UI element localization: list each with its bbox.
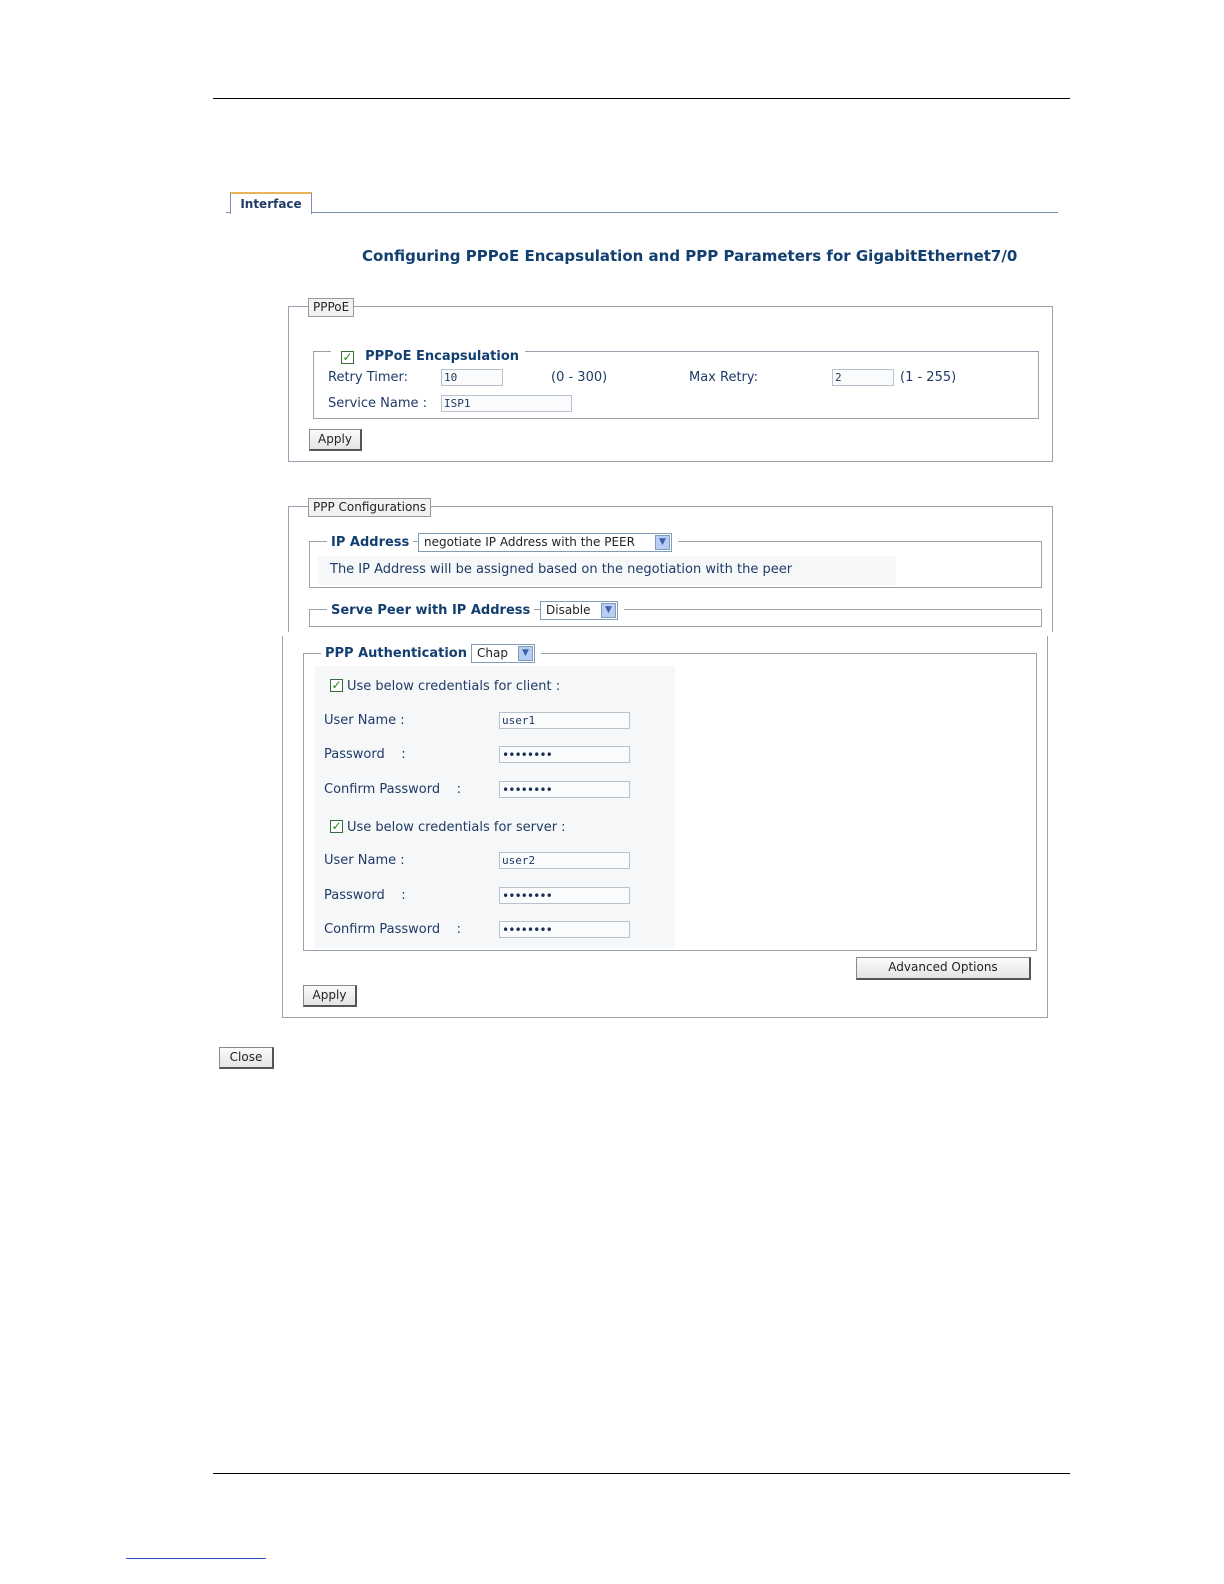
serve-peer-select[interactable] bbox=[540, 601, 618, 620]
ip-address-select-value: negotiate IP Address with the PEER bbox=[424, 535, 635, 549]
ip-address-label: IP Address bbox=[327, 535, 413, 550]
server-username-label: User Name : bbox=[324, 853, 405, 868]
pppoe-encapsulation-checkbox[interactable]: ✓ bbox=[342, 350, 353, 364]
advanced-options-button[interactable]: Advanced Options bbox=[856, 957, 1031, 980]
ip-address-description: The IP Address will be assigned based on the negotiation with the peer bbox=[330, 562, 793, 577]
tab-strip-line bbox=[312, 212, 1058, 213]
serve-peer-select-gap bbox=[618, 603, 624, 617]
footnote-rule bbox=[126, 1558, 266, 1559]
retry-timer-range: (0 - 300) bbox=[551, 370, 608, 385]
pppoe-encapsulation-legend bbox=[331, 345, 525, 363]
server-credentials-checkbox[interactable]: ✓ bbox=[331, 819, 342, 833]
chevron-down-icon: ▼ bbox=[655, 535, 670, 550]
close-button[interactable]: Close bbox=[219, 1047, 274, 1069]
tab-interface[interactable]: Interface bbox=[230, 192, 312, 214]
page-title: Configuring PPPoE Encapsulation and PPP Parameters for GigabitEthernet7/0 bbox=[362, 247, 1018, 265]
ppp-configurations-legend: PPP Configurations bbox=[308, 498, 431, 517]
max-retry-range: (1 - 255) bbox=[900, 370, 957, 385]
serve-peer-select-value: Disable bbox=[546, 603, 591, 617]
ppp-apply-button[interactable]: Apply bbox=[303, 985, 357, 1007]
service-name-label: Service Name : bbox=[328, 396, 428, 411]
pppoe-apply-button[interactable]: Apply bbox=[309, 429, 362, 451]
client-password-label: Password : bbox=[324, 747, 406, 762]
ppp-authentication-select[interactable] bbox=[471, 644, 535, 663]
server-password-label: Password : bbox=[324, 888, 406, 903]
chevron-down-icon: ▼ bbox=[601, 603, 616, 618]
client-username-input[interactable]: user1 bbox=[499, 712, 630, 729]
server-username-input[interactable]: user2 bbox=[499, 852, 630, 869]
client-confirm-password-label: Confirm Password : bbox=[324, 782, 462, 797]
ppp-authentication-select-gap bbox=[535, 646, 541, 660]
server-confirm-password-label: Confirm Password : bbox=[324, 922, 462, 937]
pppoe-legend: PPPoE bbox=[308, 298, 354, 317]
header-rule bbox=[213, 98, 1070, 99]
retry-timer-input[interactable]: 10 bbox=[441, 369, 503, 386]
ppp-authentication-label: PPP Authentication bbox=[321, 646, 471, 661]
max-retry-label: Max Retry: bbox=[689, 370, 759, 385]
client-credentials-label: Use below credentials for client : bbox=[347, 679, 561, 694]
ip-address-select-gap bbox=[672, 535, 678, 549]
service-name-input[interactable]: ISP1 bbox=[441, 395, 572, 412]
max-retry-input[interactable]: 2 bbox=[832, 369, 894, 386]
serve-peer-label: Serve Peer with IP Address bbox=[327, 603, 534, 618]
server-credentials-label: Use below credentials for server : bbox=[347, 820, 566, 835]
client-confirm-password-input[interactable]: •••••••• bbox=[499, 781, 630, 798]
client-credentials-checkbox[interactable]: ✓ bbox=[331, 678, 342, 692]
retry-timer-label: Retry Timer: bbox=[328, 370, 409, 385]
chevron-down-icon: ▼ bbox=[518, 646, 533, 661]
client-password-input[interactable]: •••••••• bbox=[499, 746, 630, 763]
credentials-shade bbox=[315, 666, 675, 948]
server-password-input[interactable]: •••••••• bbox=[499, 887, 630, 904]
pppoe-encapsulation-label: PPPoE Encapsulation bbox=[365, 349, 520, 364]
ppp-authentication-select-value: Chap bbox=[477, 646, 508, 660]
client-username-label: User Name : bbox=[324, 713, 405, 728]
footer-rule bbox=[213, 1473, 1070, 1474]
server-confirm-password-input[interactable]: •••••••• bbox=[499, 921, 630, 938]
ip-address-select[interactable] bbox=[418, 533, 672, 552]
